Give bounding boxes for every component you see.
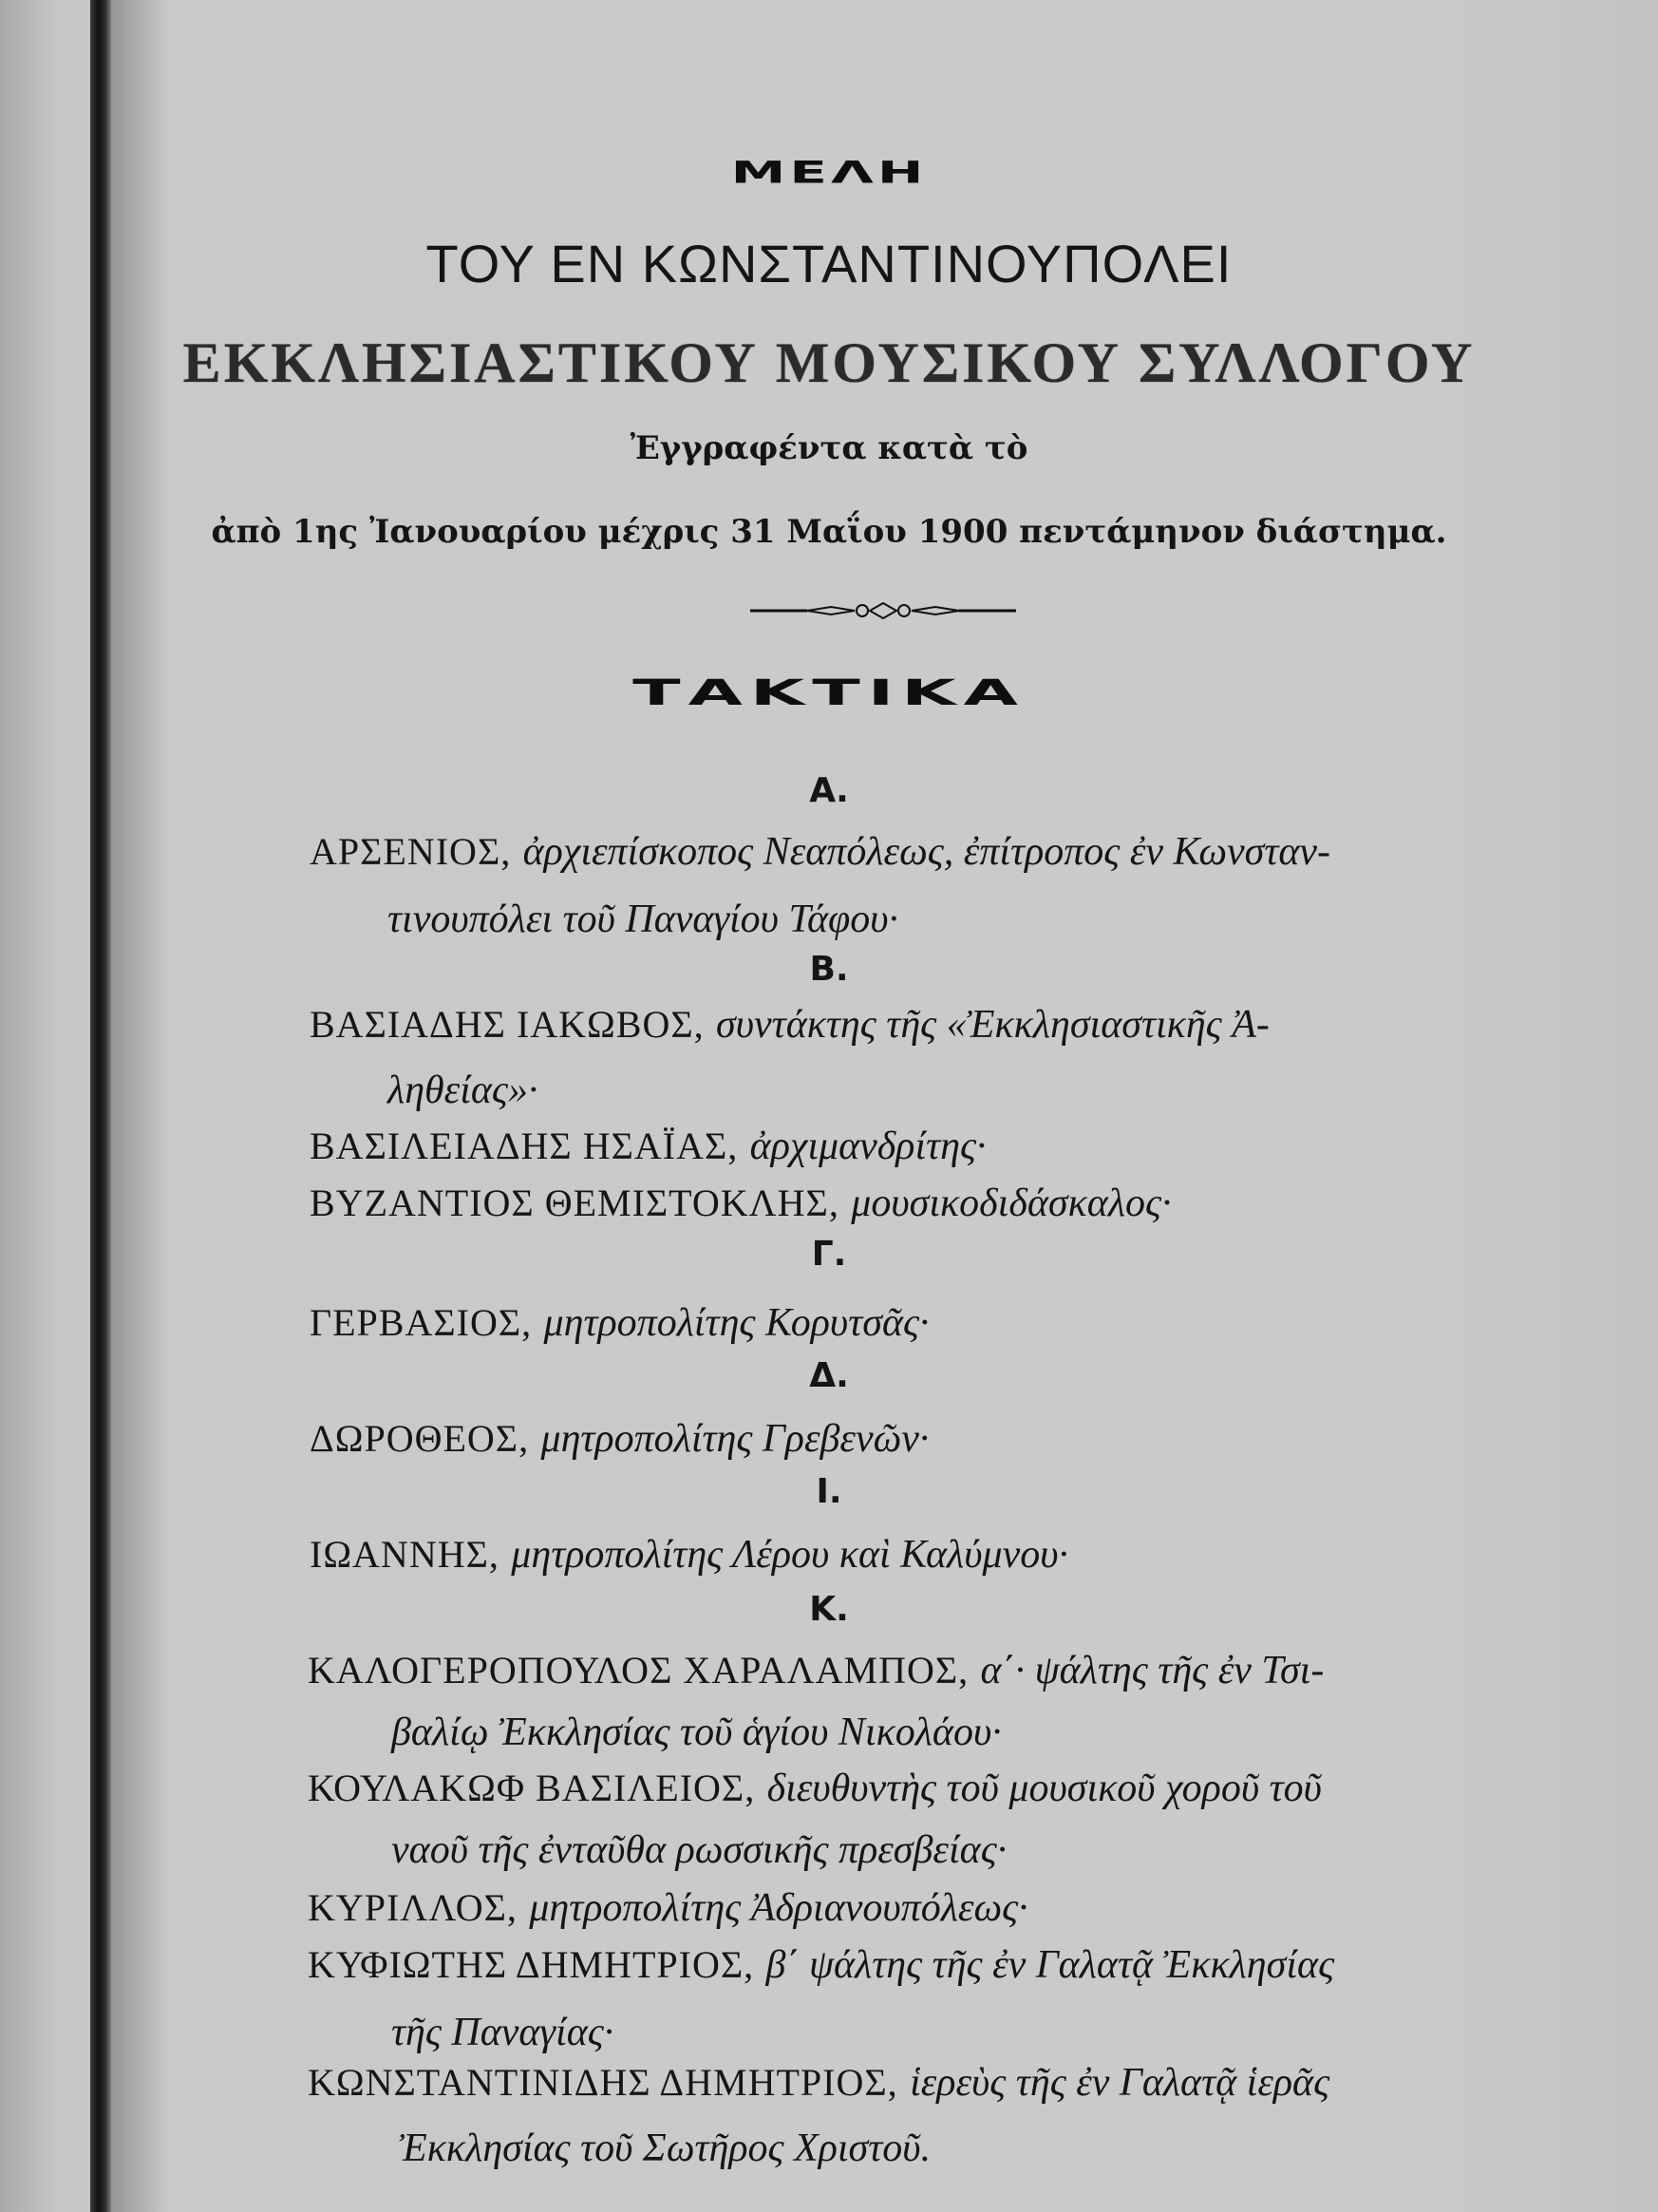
letter-heading-b: Β. — [809, 950, 849, 989]
entry-name: ΒΥΖΑΝΤΙΟΣ ΘΕΜΙΣΤΟΚΛΗΣ, — [310, 1182, 839, 1224]
entry-description: μητροπολίτης Κορυτσᾶς· — [543, 1301, 930, 1345]
entry-name: ΔΩΡΟΘΕΟΣ, — [310, 1417, 530, 1460]
entry-name: ΑΡΣΕΝΙΟΣ, — [310, 830, 512, 873]
entry-description: ἱερεὺς τῆς ἐν Γαλατᾷ ἱερᾶς — [910, 2061, 1330, 2105]
entry-ioannis — [310, 1535, 1068, 1575]
entry-gervasios — [310, 1303, 930, 1343]
letter-heading-a: Α. — [809, 771, 849, 810]
entry-name: ΚΑΛΟΓΕΡΟΠΟΥΛΟΣ ΧΑΡΑΛΑΜΠΟΣ, — [308, 1649, 970, 1692]
entry-kyrillos — [308, 1888, 1028, 1928]
letter-heading-g: Γ. — [811, 1235, 847, 1274]
entry-description: β΄ ψάλτης τῆς ἐν Γαλατᾷ Ἐκκλησίας — [765, 1943, 1335, 1987]
entry-continuation: τῆς Παναγίας· — [391, 2011, 614, 2054]
entry-description: μητροπολίτης Ἀδριανουπόλεως· — [529, 1886, 1028, 1930]
entry-description: διευθυντὴς τοῦ μουσικοῦ χοροῦ τοῦ — [766, 1767, 1322, 1810]
entry-name: ΚΩΝΣΤΑΝΤΙΝΙΔΗΣ ΔΗΜΗΤΡΙΟΣ, — [308, 2061, 898, 2104]
entry-continuation: τινουπόλει τοῦ Παναγίου Τάφου· — [387, 898, 899, 941]
entry-description: μητροπολίτης Γρεβενῶν· — [540, 1417, 930, 1461]
entry-kalogeropoulos — [308, 1651, 1324, 1691]
entry-description: α΄· ψάλτης τῆς ἐν Τσι- — [980, 1649, 1325, 1692]
entry-name: ΒΑΣΙΑΔΗΣ ΙΑΚΩΒΟΣ, — [310, 1003, 705, 1046]
entry-name: ΓΕΡΒΑΣΙΟΣ, — [310, 1301, 533, 1344]
entry-basileiadis — [310, 1126, 987, 1166]
entry-byzantios — [310, 1183, 1172, 1223]
date-range-note: ἀπὸ 1ης Ἰανουαρίου μέχρις 31 Μαΐου 1900 πεντάμηνον διάστημα. — [211, 513, 1447, 551]
entry-konstantinidis — [308, 2063, 1329, 2103]
entry-continuation: ναοῦ τῆς ἐνταῦθα ρωσσικῆς πρεσβείας· — [391, 1828, 1008, 1872]
entry-arsenios — [310, 832, 1330, 872]
entry-name: ΒΑΣΙΛΕΙΑΔΗΣ ΗΣΑΪΑΣ, — [310, 1125, 739, 1167]
entry-kyfiotis — [308, 1945, 1334, 1985]
entry-description: ἀρχιεπίσκοπος Νεαπόλεως, ἐπίτροπος ἐν Κωνσταν- — [522, 830, 1331, 874]
section-title: ΤΑΚΤΙΚΑ — [632, 672, 1026, 713]
letter-heading-d: Δ. — [809, 1356, 849, 1395]
entry-basiadis — [310, 1005, 1270, 1045]
entry-dorotheos — [310, 1419, 929, 1459]
entry-continuation: ληθείας»· — [387, 1068, 538, 1112]
entry-description: μουσικοδιδάσκαλος· — [851, 1182, 1172, 1225]
page-title: ΜΕΛΗ — [730, 155, 928, 191]
entry-continuation: βαλίῳ Ἐκκλησίας τοῦ ἁγίου Νικολάου· — [391, 1711, 1002, 1754]
entry-continuation: Ἐκκλησίας τοῦ Σωτῆρος Χριστοῦ. — [399, 2127, 932, 2170]
subtitle-line-2: ΕΚΚΛΗΣΙΑΣΤΙΚΟΥ ΜΟΥΣΙΚΟΥ ΣΥΛΛΟΓΟΥ — [182, 331, 1476, 394]
entry-description: συντάκτης τῆς «Ἐκκλησιαστικῆς Ἀ- — [716, 1003, 1270, 1047]
subtitle-line-1: ΤΟΥ ΕΝ ΚΩΝΣΤΑΝΤΙΝΟΥΠΟΛΕΙ — [425, 234, 1233, 293]
entry-description: ἀρχιμανδρίτης· — [749, 1125, 987, 1168]
registration-note: Ἐγγραφέντα κατὰ τὸ — [630, 429, 1028, 467]
entry-description: μητροπολίτης Λέρου καὶ Καλύμνου· — [511, 1533, 1068, 1577]
entry-name: ΚΥΡΙΛΛΟΣ, — [308, 1886, 518, 1929]
entry-name: ΙΩΑΝΝΗΣ, — [310, 1533, 499, 1576]
letter-heading-k: Κ. — [809, 1590, 849, 1629]
entry-koulakof — [308, 1768, 1322, 1808]
entry-name: ΚΥΦΙΩΤΗΣ ΔΗΜΗΤΡΙΟΣ, — [308, 1943, 755, 1986]
entry-name: ΚΟΥΛΑΚΩΦ ΒΑΣΙΛΕΙΟΣ, — [308, 1767, 756, 1809]
ornament-divider — [750, 596, 1016, 625]
letter-heading-i: Ι. — [816, 1472, 842, 1511]
